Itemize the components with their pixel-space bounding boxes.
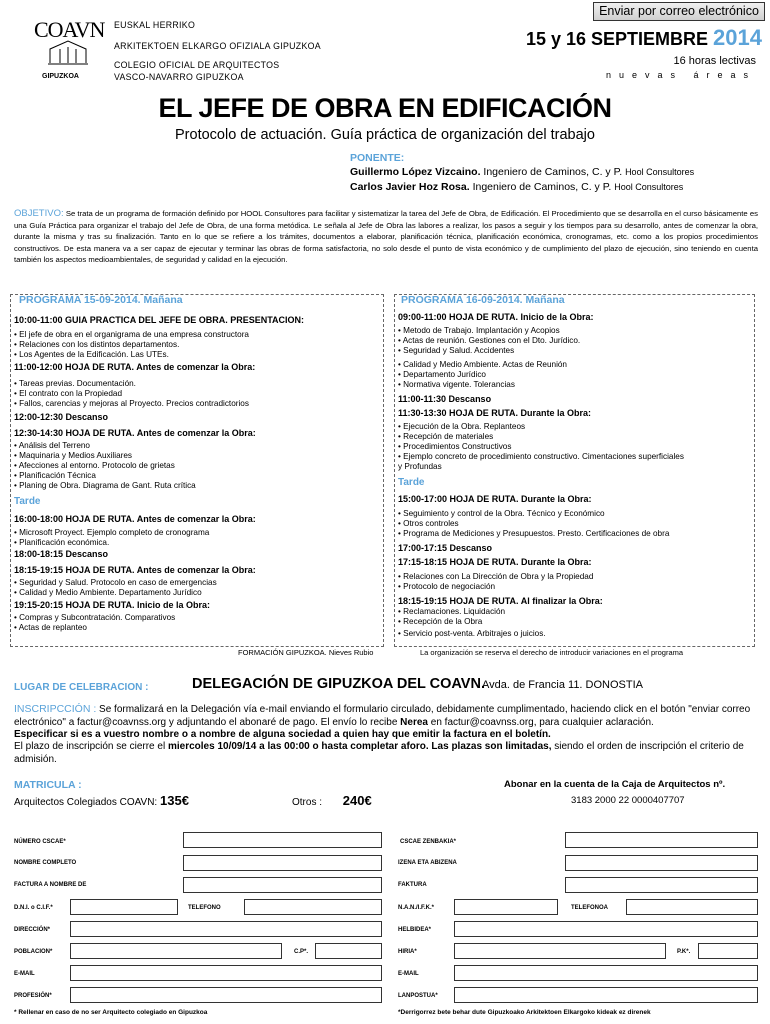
schedule-item: • Planificación Técnica (14, 471, 96, 480)
poblacion-input[interactable] (70, 943, 282, 959)
programa-day1-box (10, 294, 384, 647)
schedule-heading: 18:15-19:15 HOJA DE RUTA. Al finalizar la Obra: (398, 596, 603, 606)
ponente-name: Carlos Javier Hoz Rosa. (350, 181, 470, 193)
org-line-1: EUSKAL HERRIKO (114, 20, 196, 30)
otros-price: 240€ (342, 793, 372, 808)
naan-label: N.A.N./I.F.K.* (398, 905, 435, 911)
schedule-item: • Ejemplo concreto de procedimiento constructivo. Cimentaciones superficiales (398, 452, 684, 461)
schedule-item: • Los Agentes de la Edificación. Las UTEs. (14, 350, 169, 359)
schedule-item: • Microsoft Proyect. Ejemplo completo de cronograma (14, 528, 210, 537)
schedule-heading: 12:00-12:30 Descanso (14, 412, 109, 422)
schedule-item: • Planificación económica. (14, 538, 110, 547)
inscripcion-text-b: en factur@coavnss.org, para cualquier aclaración. (430, 716, 654, 728)
pk-label: P.K*. (677, 949, 691, 955)
schedule-item: • Tareas previas. Documentación. (14, 379, 136, 388)
factura-input[interactable] (183, 877, 382, 893)
hiria-input[interactable] (454, 943, 666, 959)
schedule-item: • Seguridad y Salud. Protocolo en caso de emergencias (14, 578, 217, 587)
org-line-3: COLEGIO OFICIAL DE ARQUITECTOS (114, 60, 280, 70)
course-date (526, 25, 762, 51)
numero-cscae-label: NÚMERO CSCAE* (14, 839, 66, 845)
telefono-input[interactable] (244, 899, 382, 915)
naan-input[interactable] (454, 899, 558, 915)
matricula-otros (292, 793, 372, 808)
objetivo-label: OBJETIVO: (14, 208, 64, 219)
schedule-item: • Análisis del Terreno (14, 441, 90, 450)
schedule-item: • Calidad y Medio Ambiente. Actas de Reunión (398, 360, 567, 369)
lugar-address: Avda. de Francia 11. DONOSTIA (482, 679, 643, 691)
org-line-4: VASCO-NAVARRO GIPUZKOA (114, 72, 244, 82)
page-title: EL JEFE DE OBRA EN EDIFICACIÓN (158, 93, 612, 123)
programa-footer-left: FORMACIÓN GIPUZKOA. Nieves Rubio (238, 648, 374, 657)
ponente-2 (350, 181, 683, 193)
tagline: nuevas áreas (605, 70, 756, 80)
schedule-heading: 12:30-14:30 HOJA DE RUTA. Antes de comenzar la Obra: (14, 428, 256, 438)
izena-input[interactable] (565, 855, 758, 871)
email-input[interactable] (70, 965, 382, 981)
schedule-item: • Servicio post-venta. Arbitrajes o juicios. (398, 629, 546, 638)
schedule-heading: 09:00-11:00 HOJA DE RUTA. Inicio de la Obra: (398, 312, 594, 322)
schedule-item: • Planing de Obra. Diagrama de Gant. Ruta crítica (14, 481, 196, 490)
inscripcion-factura-note: Especificar si es a vuestro nombre o a nombre de alguna sociedad a quien hay que emitir la factura en el boletín. (14, 729, 551, 740)
schedule-heading: 18:15-19:15 HOJA DE RUTA. Antes de comenzar la Obra: (14, 565, 256, 575)
faktura-input[interactable] (565, 877, 758, 893)
schedule-item: • Seguridad y Salud. Accidentes (398, 346, 515, 355)
logo-columns-icon (48, 39, 88, 65)
schedule-item: • Seguimiento y control de la Obra. Técnico y Económico (398, 509, 605, 518)
programa-day2-title: PROGRAMA 16-09-2014. Mañana (401, 294, 565, 306)
matricula-label: MATRICULA : (14, 779, 82, 791)
lanpostua-input[interactable] (454, 987, 758, 1003)
cscae-zenbakia-input[interactable] (565, 832, 758, 848)
otros-label: Otros : (292, 797, 323, 808)
plazo-text-a: El plazo de inscripción se cierre el (14, 741, 166, 752)
helbidea-input[interactable] (454, 921, 758, 937)
helbidea-label: HELBIDEA* (398, 927, 432, 933)
schedule-item: • Actas de replanteo (14, 623, 87, 632)
programa-day1-title: PROGRAMA 15-09-2014. Mañana (19, 294, 183, 306)
ponente-name: Guillermo López Vizcaino. (350, 166, 481, 178)
lanpostua-label: LANPOSTUA* (398, 993, 438, 999)
pk-input[interactable] (698, 943, 758, 959)
schedule-item: • Actas de reunión. Gestiones con el Dto. Jurídico. (398, 336, 581, 345)
faktura-label: FAKTURA (398, 882, 427, 888)
schedule-item: • Afecciones al entorno. Protocolo de grietas (14, 461, 175, 470)
ponente-company: Hool Consultores (614, 182, 684, 192)
form-note-right: *Derrigorrez bete behar dute Gipuzkoako Arkitektoen Elkargoko kideak ez direnek (398, 1009, 651, 1016)
schedule-item: y Profundas (398, 462, 442, 471)
schedule-heading: 19:15-20:15 HOJA DE RUTA. Inicio de la Obra: (14, 600, 211, 610)
factura-label: FACTURA A NOMBRE DE (14, 882, 87, 888)
schedule-item: • Maquinaria y Medios Auxiliares (14, 451, 132, 460)
coavn-logo (34, 19, 106, 87)
section-label: Tarde (14, 496, 41, 507)
abonar-label: Abonar en la cuenta de la Caja de Arquitectos nº. (504, 779, 726, 790)
schedule-item: • El jefe de obra en el organigrama de una empresa constructora (14, 330, 249, 339)
logo-word: COAVN (34, 17, 105, 42)
inscripcion-paragraph (14, 703, 758, 729)
dni-label: D.N.I. o C.I.F.* (14, 905, 53, 911)
ponente-role: Ingeniero de Caminos, C. y P. (472, 181, 612, 193)
inscripcion-plazo (14, 741, 758, 766)
schedule-item: • Calidad y Medio Ambiente. Departamento Jurídico (14, 588, 202, 597)
email-eu-input[interactable] (454, 965, 758, 981)
programa-footer-right: La organización se reserva el derecho de introducir variaciones en el programa (420, 648, 684, 657)
schedule-item: • Protocolo de negociación (398, 582, 496, 591)
ponente-1 (350, 166, 694, 178)
section-label: Tarde (398, 477, 425, 488)
direccion-input[interactable] (70, 921, 382, 937)
schedule-item: • Normativa vigente. Tolerancias (398, 380, 515, 389)
inscripcion-label: INSCRIPCCIÓN : (14, 703, 97, 715)
programa-day2-box (394, 294, 755, 647)
schedule-item: • Programa de Mediciones y Presupuestos. Presto. Certificaciones de obra (398, 529, 670, 538)
email-eu-label: E-MAIL (398, 971, 419, 977)
izena-label: IZENA ETA ABIZENA (398, 860, 457, 866)
send-email-button[interactable]: Enviar por correo electrónico (593, 2, 765, 21)
schedule-item: • Compras y Subcontratación. Comparativos (14, 613, 176, 622)
cp-label: C.P*. (294, 949, 309, 955)
dni-input[interactable] (70, 899, 178, 915)
profesion-input[interactable] (70, 987, 382, 1003)
org-line-2: ARKITEKTOEN ELKARGO OFIZIALA GIPUZKOA (114, 41, 321, 51)
form-note-left: * Rellenar en caso de no ser Arquitecto colegiado en Gipuzkoa (14, 1009, 208, 1016)
ponente-role: Ingeniero de Caminos, C. y P. (483, 166, 623, 178)
schedule-item: • Departamento Jurídico (398, 370, 486, 379)
nombre-label: NOMBRE COMPLETO (14, 860, 77, 866)
schedule-item: • Ejecución de la Obra. Replanteos (398, 422, 526, 431)
schedule-item: • Relaciones con La Dirección de Obra y la Propiedad (398, 572, 594, 581)
course-hours: 16 horas lectivas (673, 55, 756, 67)
logo-location: GIPUZKOA (42, 73, 79, 80)
schedule-heading: 11:30-13:30 HOJA DE RUTA. Durante la Obra: (398, 408, 592, 418)
lugar-label: LUGAR DE CELEBRACION : (14, 682, 149, 693)
colegiados-label: Arquitectos Colegiados COAVN: (14, 797, 158, 808)
telefonoa-input[interactable] (626, 899, 758, 915)
date-text: 15 y 16 SEPTIEMBRE (525, 29, 709, 49)
objetivo-text: Se trata de un programa de formación definido por HOOL Consultores para facilitar y sistematizar la tarea del Jefe de Obra, de Edificación. El Procedimiento que se desarrolla en el curso básicamente es una Guía Práctica para organizar el trabajo del Jefe de Obra, de una forma metódica. Le señala al Jefe de Obra las labores a realizar, los pasos a seguir y los tiempos para su desarrollo, antes de comenzar la obra, durante la misma y tras su finalización. Tanto en lo que se refiere a los trámites, documentos a elaborar, planificación técnica, planificación económica, cronogramas, etc. como a los propios procedimientos constructivos. De esta manera va a ser capaz de ejecutar y terminar las obras de forma satisfactoria, no solo desde el punto de vista económico y de cumplimiento del plazo de ejecución, sino teniendo en cuenta también los aspectos medioambientales, de seguridad y calidad en la ejecución. (14, 209, 758, 265)
ponente-company: Hool Consultores (625, 167, 695, 177)
numero-cscae-input[interactable] (183, 832, 382, 848)
account-number: 3183 2000 22 0000407707 (571, 795, 685, 806)
email-label: E-MAIL (14, 971, 35, 977)
schedule-heading: 18:00-18:15 Descanso (14, 549, 109, 559)
cp-input[interactable] (315, 943, 382, 959)
poblacion-label: POBLACION* (14, 949, 53, 955)
schedule-heading: 15:00-17:00 HOJA DE RUTA. Durante la Obra: (398, 494, 592, 504)
schedule-item: • Recepción de materiales (398, 432, 494, 441)
schedule-heading: 10:00-11:00 GUIA PRACTICA DEL JEFE DE OBRA. PRESENTACION: (14, 315, 305, 325)
inscripcion-contact: Nerea (400, 716, 428, 728)
plazo-deadline: miercoles 10/09/14 a las 00:00 o hasta completar aforo. Las plazas son limitadas, (167, 741, 552, 752)
schedule-item: • Procedimientos Constructivos (398, 442, 512, 451)
telefono-label: TELEFONO (188, 905, 221, 911)
schedule-item: • El contrato con la Propiedad (14, 389, 123, 398)
lugar-place: DELEGACIÓN DE GIPUZKOA DEL COAVN. (192, 676, 485, 692)
schedule-item: • Fallos, carencias y mejoras al Proyecto. Precios contradictorios (14, 399, 249, 408)
schedule-heading: 11:00-11:30 Descanso (398, 394, 492, 404)
inscripcion-text: Se formalizará en la Delegación vía e-mail enviando el formulario circulado, debidamente cumplimentado, haciendo click en el botón "enviar correo electrónico" a factur@coavnss.org y adjuntando el abonaré de pago. El envío lo recibe (14, 704, 751, 728)
profesion-label: PROFESIÓN* (14, 993, 52, 999)
matricula-colegiados (14, 793, 189, 808)
cscae-zenbakia-label: CSCAE ZENBAKIA* (400, 839, 457, 845)
schedule-item: • Reclamaciones. Liquidación (398, 607, 506, 616)
schedule-item: • Otros controles (398, 519, 459, 528)
schedule-heading: 17:15-18:15 HOJA DE RUTA. Durante la Obra: (398, 557, 592, 567)
nombre-input[interactable] (183, 855, 382, 871)
telefonoa-label: TELEFONOA (571, 905, 608, 911)
schedule-heading: 16:00-18:00 HOJA DE RUTA. Antes de comenzar la Obra: (14, 514, 256, 524)
schedule-item: • Metodo de Trabajo. Implantación y Acopios (398, 326, 560, 335)
direccion-label: DIRECCIÓN* (14, 927, 51, 933)
plazo-text-c: siendo el orden de inscripción el criterio de admisión. (14, 741, 744, 765)
date-year: 2014 (713, 25, 762, 50)
schedule-item: • Recepción de la Obra (398, 617, 483, 626)
page-subtitle: Protocolo de actuación. Guía práctica de organización del trabajo (175, 127, 595, 143)
schedule-item: • Relaciones con los distintos departamentos. (14, 340, 180, 349)
objetivo-paragraph (14, 208, 758, 266)
schedule-heading: 11:00-12:00 HOJA DE RUTA. Antes de comenzar la Obra: (14, 362, 256, 372)
schedule-heading: 17:00-17:15 Descanso (398, 543, 493, 553)
colegiados-price: 135€ (160, 793, 189, 808)
ponente-label: PONENTE: (350, 152, 405, 164)
hiria-label: HIRIA* (398, 949, 417, 955)
